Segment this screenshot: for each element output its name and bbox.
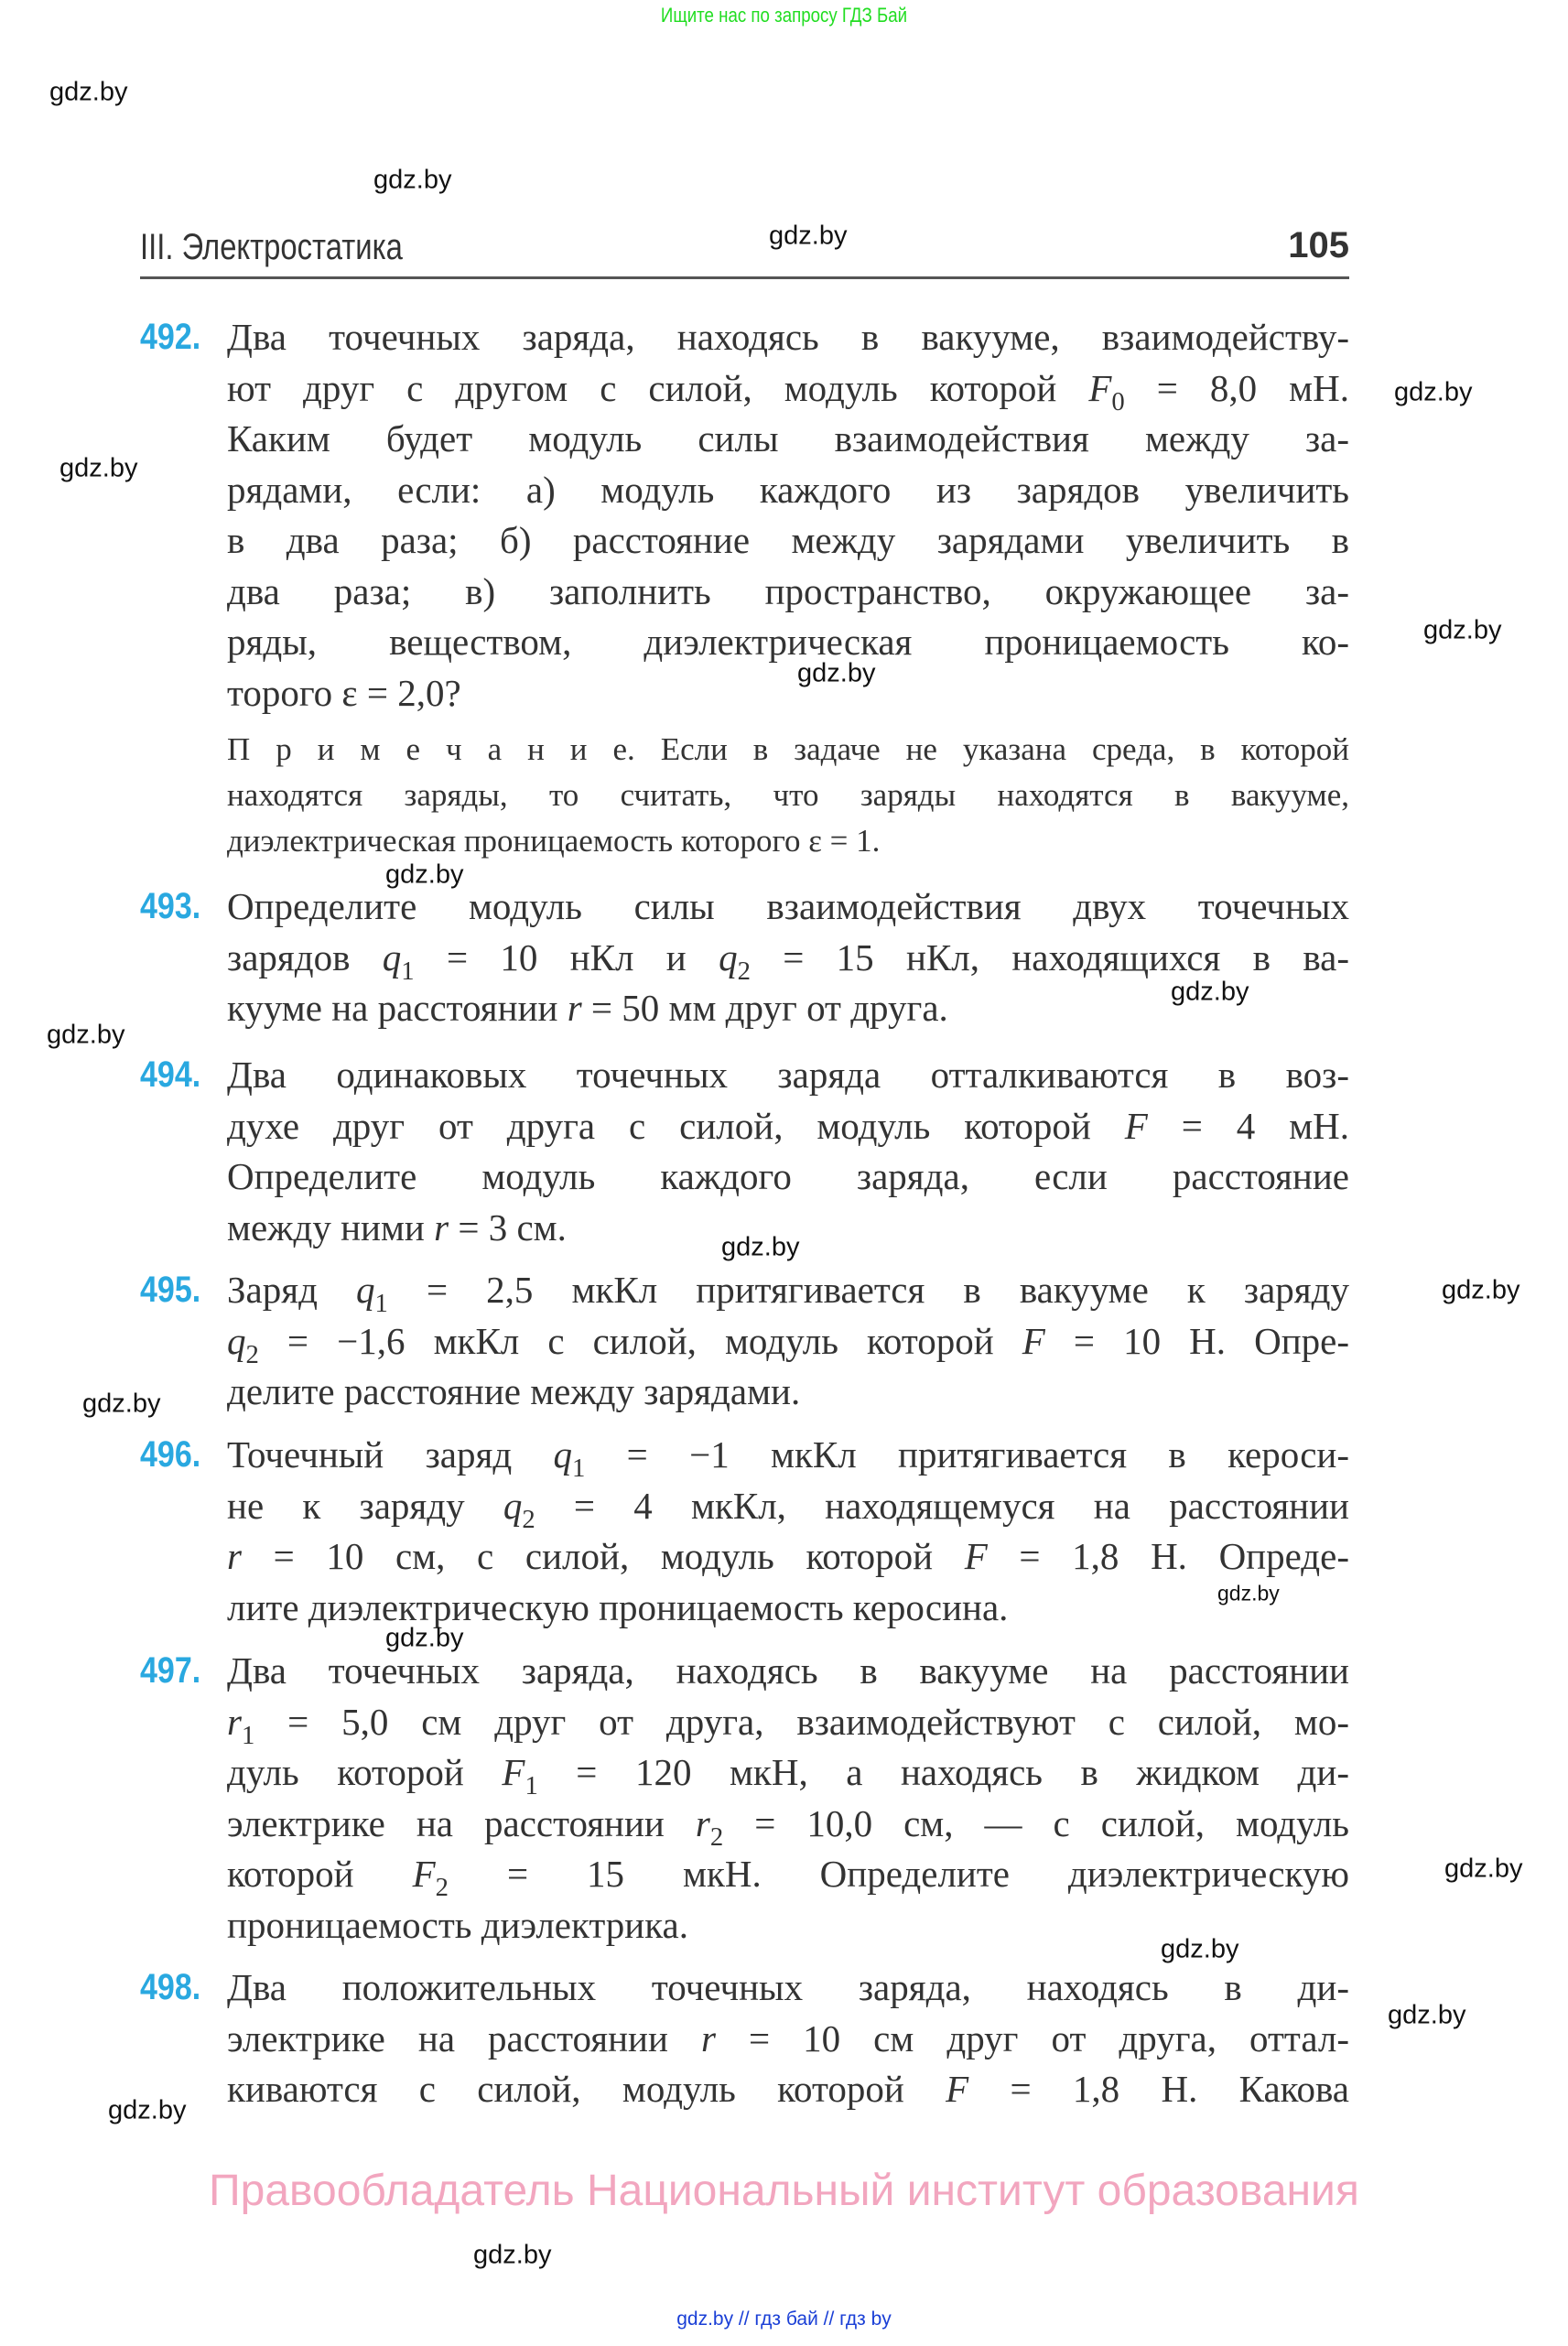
problem-text [227, 727, 1349, 864]
problem-text [227, 1962, 1349, 2115]
text-run: = 2,5 мкКл притягивается в вакууме к заряду [387, 1269, 1349, 1311]
text-run: рядами, если: а) модуль каждого из зарядов увеличить [227, 468, 1349, 511]
problem-number: 495. [140, 1270, 201, 1310]
text-line [227, 1101, 1349, 1152]
math-variable: F [946, 2068, 969, 2110]
text-run: дуль которой [227, 1751, 503, 1793]
top-search-banner[interactable]: Ищите нас по запросу ГДЗ Бай [660, 4, 908, 27]
watermark: gdz.by [1394, 377, 1473, 407]
watermark: gdz.by [373, 165, 452, 195]
math-variable: $q_1$ [382, 935, 415, 986]
math-variable: $F_2$ [412, 1853, 449, 1903]
text-run: Определите модуль каждого заряда, если расстояние [227, 1155, 1349, 1197]
text-run: = 10 нКл и [414, 935, 719, 978]
problem-text [227, 1050, 1349, 1253]
page-number: 105 [1288, 225, 1349, 265]
text-run: Заряд [227, 1269, 357, 1311]
text-run: = 15 нКл, находящихся в ва- [750, 935, 1349, 978]
text-run: = 10 см друг от друга, оттал- [715, 2016, 1349, 2060]
text-run: = 15 мкН. Определите диэлектрическую [448, 1853, 1349, 1895]
text-line [227, 465, 1349, 516]
text-line [227, 1849, 1349, 1903]
text-run: торого ε = 2,0? [227, 671, 461, 714]
watermark: gdz.by [82, 1389, 161, 1419]
text-run: = −1 мкКл притягивается в кероси- [585, 1433, 1350, 1476]
text-run: П р и м е ч а н и е. Если в задаче не указана среда, в которой [227, 731, 1349, 767]
text-run: два раза; в) заполнить пространство, окружающее за- [227, 569, 1349, 612]
text-line [227, 1481, 1349, 1532]
text-run: Точечный заряд [227, 1433, 554, 1476]
text-run: электрике на расстоянии [227, 1801, 696, 1844]
math-variable: r [434, 1205, 449, 1249]
text-run: = 10 Н. Опре- [1044, 1319, 1349, 1362]
problem-number: 492. [140, 317, 201, 357]
text-run: которой [227, 1853, 413, 1895]
text-run: = 1,8 Н. Опреде- [987, 1535, 1349, 1577]
text-run: ряды, веществом, диэлектрическая проницаемость ко- [227, 621, 1349, 663]
text-line [227, 1697, 1349, 1748]
math-variable: r [700, 2016, 716, 2060]
text-line [227, 2064, 1349, 2115]
math-variable: $F_0$ [1088, 366, 1125, 416]
watermark: gdz.by [385, 859, 464, 890]
math-subscript: 1 [524, 1771, 538, 1801]
math-variable: $r_2$ [695, 1801, 724, 1852]
math-variable: $q_2$ [503, 1484, 535, 1534]
math-subscript: 2 [522, 1504, 535, 1534]
math-subscript: 1 [401, 956, 415, 986]
watermark: gdz.by [769, 221, 848, 251]
text-line [227, 1050, 1349, 1101]
text-line [227, 933, 1349, 984]
math-subscript: 2 [709, 1822, 724, 1852]
problem-text [227, 1646, 1349, 1951]
math-subscript: 2 [245, 1339, 259, 1369]
text-run: = 50 мм друг от друга. [581, 987, 948, 1029]
text-line [227, 1151, 1349, 1203]
text-run: кууме на расстоянии [227, 987, 568, 1029]
text-line [227, 1962, 1349, 2014]
text-run: = 5,0 см друг от друга, взаимодействуют с силой, мо- [254, 1700, 1349, 1743]
text-run: = 1,8 Н. Какова [968, 2068, 1350, 2110]
problem-text [227, 881, 1349, 1034]
footer-links[interactable]: gdz.by // гдз бай // гдз by [676, 2308, 892, 2330]
text-line [227, 1646, 1349, 1697]
text-run: Определите модуль силы взаимодействия двух точечных [227, 885, 1349, 927]
text-run: Два точечных заряда, находясь в вакууме на расстоянии [227, 1649, 1349, 1692]
math-variable: F [1124, 1104, 1148, 1147]
text-line [227, 2014, 1349, 2065]
text-run: = −1,6 мкКл с силой, модуль которой [258, 1319, 1022, 1362]
math-variable: $q_2$ [719, 935, 751, 986]
watermark: gdz.by [797, 658, 876, 688]
text-run: = 120 мкН, а находясь в жидком ди- [537, 1751, 1349, 1793]
text-run: в два раза; б) расстояние между зарядами увеличить в [227, 519, 1349, 561]
math-variable: $q_1$ [553, 1433, 586, 1484]
text-line [227, 515, 1349, 567]
text-run: ют друг с другом с силой, модуль которой [227, 366, 1089, 409]
text-line [227, 617, 1349, 668]
problem-number: 494. [140, 1054, 201, 1095]
text-run: находятся заряды, то считать, что заряды находятся в вакууме, [227, 777, 1349, 813]
text-run: лите диэлектрическую проницаемость керосина. [227, 1585, 1009, 1628]
math-variable: F [964, 1535, 988, 1577]
text-line [227, 1265, 1349, 1319]
math-variable: $r_1$ [227, 1700, 255, 1750]
text-run: = 10,0 см, — с силой, модуль [723, 1801, 1349, 1844]
text-line [227, 567, 1349, 618]
problem-number: 496. [140, 1434, 201, 1475]
text-run: Два одинаковых точечных заряда отталкиваются в воз- [227, 1054, 1349, 1096]
text-run: зарядов [227, 935, 383, 978]
text-line [227, 312, 1349, 363]
problem-number: 493. [140, 886, 201, 926]
math-subscript: 1 [572, 1454, 586, 1484]
problem-text [227, 1430, 1349, 1633]
text-line [227, 727, 1349, 773]
text-run: Два положительных точечных заряда, находясь в ди- [227, 1966, 1349, 2008]
text-line [227, 1747, 1349, 1799]
watermark: gdz.by [721, 1232, 800, 1262]
watermark: gdz.by [385, 1623, 464, 1653]
text-line [227, 1430, 1350, 1484]
section-title: III. Электростатика [140, 227, 403, 267]
watermark: gdz.by [473, 2240, 552, 2270]
text-line [227, 1316, 1349, 1368]
watermark: gdz.by [59, 453, 138, 483]
text-run: духе друг от друга с силой, модуль которой [227, 1104, 1125, 1147]
watermark: gdz.by [47, 1020, 125, 1050]
text-line [227, 773, 1349, 818]
text-line [227, 363, 1349, 415]
text-line [227, 1799, 1349, 1850]
problem-number: 498. [140, 1967, 201, 2007]
math-subscript: 0 [1111, 386, 1125, 416]
math-subscript: 1 [241, 1720, 255, 1750]
text-run: = 10 см, с силой, модуль которой [241, 1535, 965, 1577]
text-line [227, 1531, 1349, 1583]
text-line [227, 1367, 1349, 1418]
math-variable: $F_1$ [502, 1751, 538, 1801]
problem-number: 497. [140, 1650, 201, 1691]
text-run: делите расстояние между зарядами. [227, 1370, 801, 1412]
text-run: = 8,0 мН. [1124, 366, 1349, 409]
math-variable: F [1022, 1319, 1045, 1362]
text-run: = 4 мкКл, находящемуся на расстоянии [535, 1484, 1349, 1527]
problem-text [227, 1265, 1349, 1418]
math-subscript: 1 [374, 1289, 388, 1319]
text-run: между ними [227, 1205, 435, 1249]
text-run: Каким будет модуль силы взаимодействия между за- [227, 417, 1349, 459]
text-run: = 4 мН. [1147, 1104, 1349, 1147]
text-run: диэлектрическая проницаемость которого ε = 1. [227, 823, 881, 859]
header-divider [140, 276, 1349, 279]
watermark: gdz.by [1444, 1854, 1523, 1884]
watermark: gdz.by [49, 77, 128, 107]
problem-text [227, 312, 1349, 719]
watermark: gdz.by [1442, 1275, 1520, 1305]
math-subscript: 2 [435, 1873, 449, 1903]
text-line [227, 668, 1349, 719]
text-run: киваются с силой, модуль которой [227, 2068, 946, 2110]
text-run: электрике на расстоянии [227, 2016, 701, 2060]
text-run: = 3 см. [449, 1205, 567, 1249]
watermark: gdz.by [1161, 1934, 1239, 1964]
watermark: gdz.by [1217, 1581, 1280, 1605]
math-variable: $q_1$ [356, 1269, 388, 1319]
text-run: проницаемость диэлектрика. [227, 1903, 688, 1946]
copyright-notice: Правообладатель Национальный институт образования [209, 2167, 1359, 2215]
math-subscript: 2 [737, 956, 751, 986]
text-run: не к заряду [227, 1484, 503, 1527]
text-run: Два точечных заряда, находясь в вакууме, взаимодейству- [227, 316, 1349, 358]
math-variable: r [567, 987, 582, 1029]
watermark: gdz.by [1388, 2000, 1466, 2030]
watermark: gdz.by [1423, 615, 1502, 645]
math-variable: r [227, 1535, 242, 1577]
text-line [227, 818, 1349, 864]
math-variable: $q_2$ [227, 1319, 259, 1369]
text-line [227, 414, 1349, 465]
watermark: gdz.by [108, 2095, 187, 2125]
watermark: gdz.by [1171, 977, 1249, 1007]
